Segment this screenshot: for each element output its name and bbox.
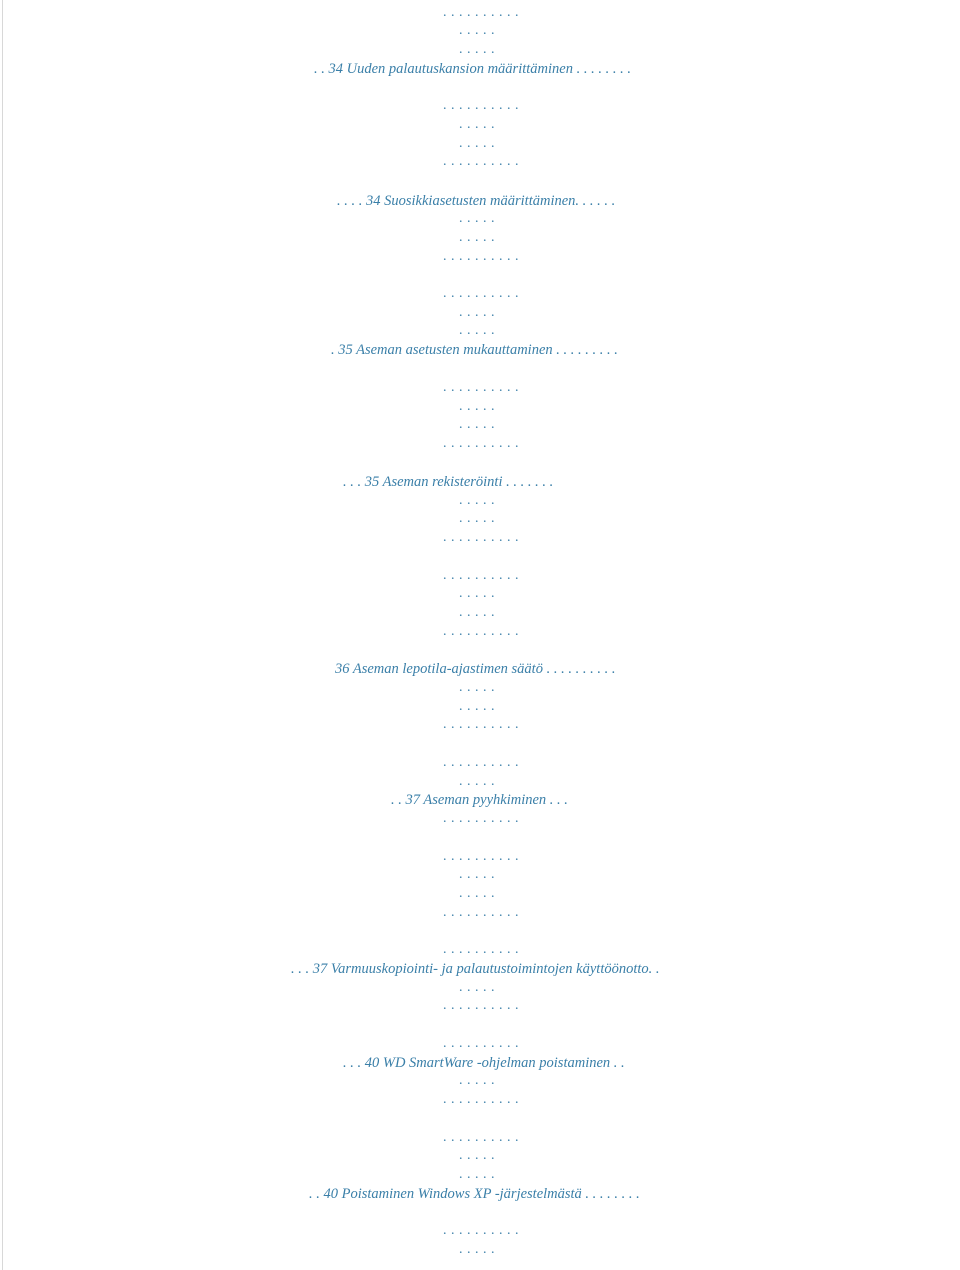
toc-dot-leader: . . . . . . . . . . (443, 811, 519, 826)
toc-dot-leader: . . . . . . . . . . (443, 624, 519, 639)
toc-dot-leader: . . . . . . . . . . (443, 249, 519, 264)
toc-dot-leader: . . . . . . . . . . (443, 905, 519, 920)
toc-dot-leader: . . . . . (459, 399, 495, 414)
toc-entry-varmuuskopiointi[interactable]: . . . 37 Varmuuskopiointi- ja palautustoimintojen käyttöönotto. . (291, 961, 660, 977)
toc-entry-suosikkiasetusten[interactable]: . . . . 34 Suosikkiasetusten määrittäminen. . . . . . (337, 193, 616, 209)
toc-dot-leader: . . . . . . . . . . (443, 717, 519, 732)
toc-dot-leader: . . . . . . . . . . (443, 1092, 519, 1107)
toc-dot-leader: . . . . . . . . . . (443, 998, 519, 1013)
toc-dot-leader: . . . . . (459, 586, 495, 601)
toc-dot-leader: . . . . . (459, 117, 495, 132)
toc-dot-leader: . . . . . (459, 230, 495, 245)
toc-dot-leader: . . . . . (459, 1148, 495, 1163)
toc-entry-smartware-poistaminen[interactable]: . . . 40 WD SmartWare -ohjelman poistaminen . . (343, 1055, 625, 1071)
toc-dot-leader: . . . . . (459, 774, 495, 789)
toc-dot-leader: . . . . . . . . . . (443, 1130, 519, 1145)
page-left-border (2, 0, 3, 1270)
toc-dot-leader: . . . . . (459, 323, 495, 338)
toc-dot-leader: . . . . . . . . . . (443, 942, 519, 957)
toc-dot-leader: . . . . . . . . . . (443, 568, 519, 583)
toc-dot-leader: . . . . . . . . . . (443, 5, 519, 20)
toc-entry-uuden-palautuskansion[interactable]: . . 34 Uuden palautuskansion määrittäminen . . . . . . . . (314, 61, 631, 77)
toc-dot-leader: . . . . . (459, 511, 495, 526)
toc-dot-leader: . . . . . (459, 867, 495, 882)
toc-dot-leader: . . . . . (459, 42, 495, 57)
toc-dot-leader: . . . . . (459, 23, 495, 38)
toc-entry-aseman-asetusten[interactable]: . 35 Aseman asetusten mukauttaminen . . . . . . . . . (331, 342, 618, 358)
toc-dot-leader: . . . . . (459, 980, 495, 995)
toc-entry-aseman-rekisterointi[interactable]: . . . 35 Aseman rekisteröinti . . . . . . . (343, 474, 554, 490)
toc-dot-leader: . . . . . . . . . . (443, 1223, 519, 1238)
toc-dot-leader: . . . . . (459, 680, 495, 695)
toc-dot-leader: . . . . . . . . . . (443, 436, 519, 451)
toc-dot-leader: . . . . . . . . . . (443, 286, 519, 301)
toc-dot-leader: . . . . . . . . . . (443, 154, 519, 169)
toc-dot-leader: . . . . . (459, 305, 495, 320)
toc-dot-leader: . . . . . . . . . . (443, 98, 519, 113)
toc-dot-leader: . . . . . (459, 699, 495, 714)
toc-dot-leader: . . . . . (459, 886, 495, 901)
toc-dot-leader: . . . . . (459, 605, 495, 620)
toc-dot-leader: . . . . . (459, 211, 495, 226)
toc-dot-leader: . . . . . (459, 493, 495, 508)
toc-entry-lepotila-ajastimen[interactable]: 36 Aseman lepotila-ajastimen säätö . . . . . . . . . . (335, 661, 616, 677)
toc-dot-leader: . . . . . . . . . . (443, 849, 519, 864)
toc-dot-leader: . . . . . (459, 1242, 495, 1257)
toc-dot-leader: . . . . . . . . . . (443, 1036, 519, 1051)
toc-dot-leader: . . . . . (459, 136, 495, 151)
toc-dot-leader: . . . . . . . . . . (443, 755, 519, 770)
toc-dot-leader: . . . . . (459, 417, 495, 432)
toc-entry-aseman-pyyhkiminen[interactable]: . . 37 Aseman pyyhkiminen . . . (391, 792, 568, 808)
toc-entry-poistaminen-windows-xp[interactable]: . . 40 Poistaminen Windows XP -järjestelmästä . . . . . . . . (309, 1186, 640, 1202)
toc-dot-leader: . . . . . . . . . . (443, 530, 519, 545)
toc-dot-leader: . . . . . (459, 1073, 495, 1088)
toc-dot-leader: . . . . . . . . . . (443, 380, 519, 395)
toc-dot-leader: . . . . . (459, 1167, 495, 1182)
